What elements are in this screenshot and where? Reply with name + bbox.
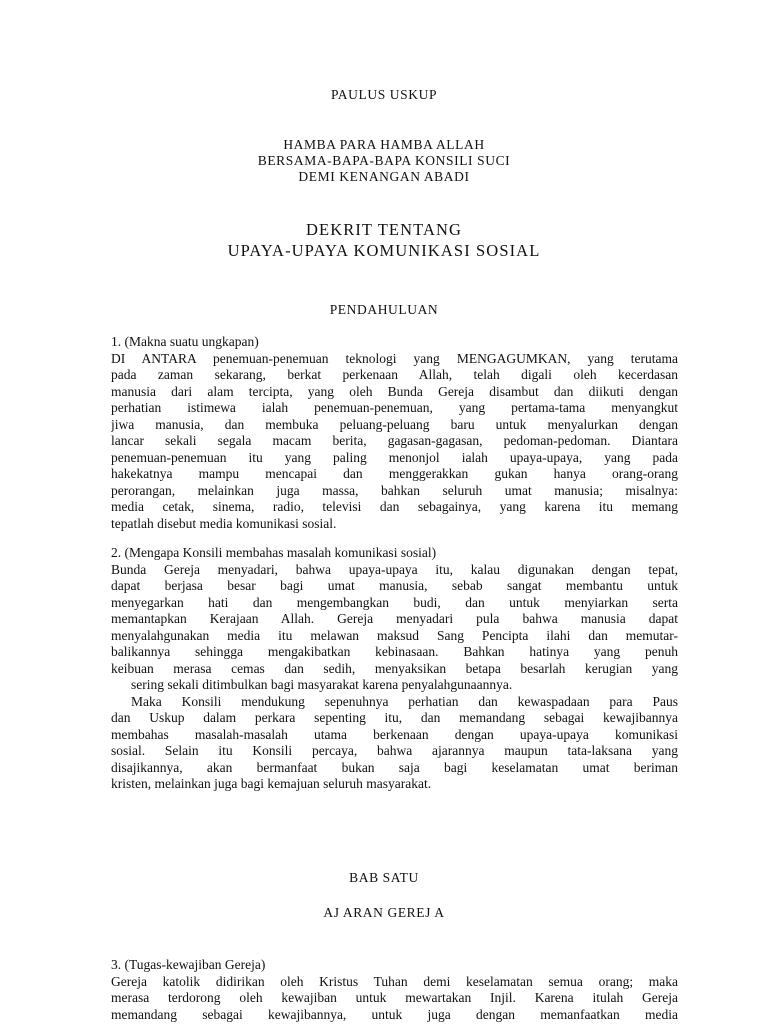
section-1-line: jiwa manusia, dan membuka peluang-peluang baru untuk menyalurkan dengan <box>111 416 678 432</box>
section-2-line: memantapkan Kerajaan Allah. Gereja menyadari pula bahwa manusia dapat <box>111 611 678 626</box>
section-1-line: media cetak, sinema, radio, televisi dan sebagainya, yang karena itu memang <box>111 499 678 514</box>
section-1-heading: 1. (Makna suatu ungkapan) <box>111 334 259 349</box>
section-2-line: keibuan merasa cemas dan sedih, menyaksikan betapa besarlah kerugian yang <box>111 660 678 676</box>
decree-title-line-2: UPAYA-UPAYA KOMUNIKASI SOSIAL <box>227 241 541 260</box>
chapter-label: BAB SATU <box>349 870 419 885</box>
header-line-1: HAMBA PARA HAMBA ALLAH <box>283 137 485 152</box>
section-1-line: penemuan-penemuan itu yang paling menonjol ialah upaya-upaya, yang pada <box>111 449 678 465</box>
section-3-line: Gereja katolik didirikan oleh Kristus Tuhan demi keselamatan semua orang; maka <box>111 973 678 989</box>
chapter-title: AJ ARAN GEREJ A <box>323 905 445 920</box>
section-3-heading: 3. (Tugas-kewajiban Gereja) <box>111 957 266 972</box>
section-1-line: DI ANTARA penemuan-penemuan teknologi yang MENGAGUMKAN, yang terutama <box>111 350 678 366</box>
section-2-line: balikannya sehingga mengakibatkan kebinasaan. Bahkan hatinya yang penuh <box>111 644 678 659</box>
section-1-line: tepatlah disebut media komunikasi sosial. <box>111 515 337 531</box>
author-line: PAULUS USKUP <box>330 87 438 102</box>
section-2-para2-line: Maka Konsili mendukung sepenuhnya perhatian dan kewaspadaan para Paus <box>131 693 678 709</box>
section-2-line: Bunda Gereja menyadari, bahwa upaya-upaya itu, kalau digunakan dengan tepat, <box>111 561 678 577</box>
section-2-line: menyegarkan hati dan mengembangkan budi, dan untuk menyiarkan serta <box>111 594 678 610</box>
section-2-para2-line: disajikannya, akan bermanfaat bukan saja bagi keselamatan umat beriman <box>111 759 678 775</box>
section-1-line: pada zaman sekarang, berkat perkenaan Allah, telah digali oleh kecerdasan <box>111 367 678 382</box>
decree-title-line-1: DEKRIT TENTANG <box>306 220 462 239</box>
section-1-line: perhatian istimewa ialah penemuan-penemuan, yang pertama-tama menyangkut <box>111 400 678 415</box>
section-2-line: dapat berjasa besar bagi umat manusia, sebab sangat membantu untuk <box>111 578 678 593</box>
section-2-heading: 2. (Mengapa Konsili membahas masalah komunikasi sosial) <box>111 545 437 560</box>
section-2-line: menyalahgunakan media itu melawan maksud Sang Pencipta ilahi dan memutar- <box>111 627 678 643</box>
section-2-para2-line: sosial. Selain itu Konsili percaya, bahwa ajarannya maupun tata-laksana yang <box>111 743 678 758</box>
intro-heading: PENDAHULUAN <box>329 302 439 317</box>
section-1-line: lancar sekali segala macam berita, gagasan-gagasan, pedoman-pedoman. Diantara <box>111 433 678 448</box>
section-2-line: sering sekali ditimbulkan bagi masyarakat karena penyalahgunaannya. <box>131 677 513 692</box>
header-line-3: DEMI KENANGAN ABADI <box>298 169 470 184</box>
section-2-para2-line: membahas masalah-masalah utama berkenaan dengan upaya-upaya komunikasi <box>111 726 678 742</box>
section-3-line: merasa terdorong oleh kewajiban untuk mewartakan Injil. Karena itulah Gereja <box>111 990 678 1005</box>
section-1-line: hakekatnya mampu mencapai dan menggerakkan gukan hanya orang-orang <box>111 466 678 481</box>
section-2-para2-line: dan Uskup dalam perkara sepenting itu, dan memandang sebagai kewajibannya <box>111 710 678 725</box>
section-3-line: memandang sebagai kewajibannya, untuk juga dengan memanfaatkan media <box>111 1006 678 1022</box>
section-1 <box>111 334 678 532</box>
section-2-para2-line: kristen, melainkan juga bagi kemajuan seluruh masyarakat. <box>111 776 432 791</box>
section-3 <box>111 957 678 1023</box>
section-2 <box>111 545 678 793</box>
section-1-line: perorangan, melainkan juga massa, bahkan seluruh umat manusia; misalnya: <box>111 482 678 498</box>
section-1-line: manusia dari alam tercipta, yang oleh Bunda Gereja disambut dan diikuti dengan <box>111 383 678 399</box>
header-line-2: BERSAMA-BAPA-BAPA KONSILI SUCI <box>257 153 511 168</box>
